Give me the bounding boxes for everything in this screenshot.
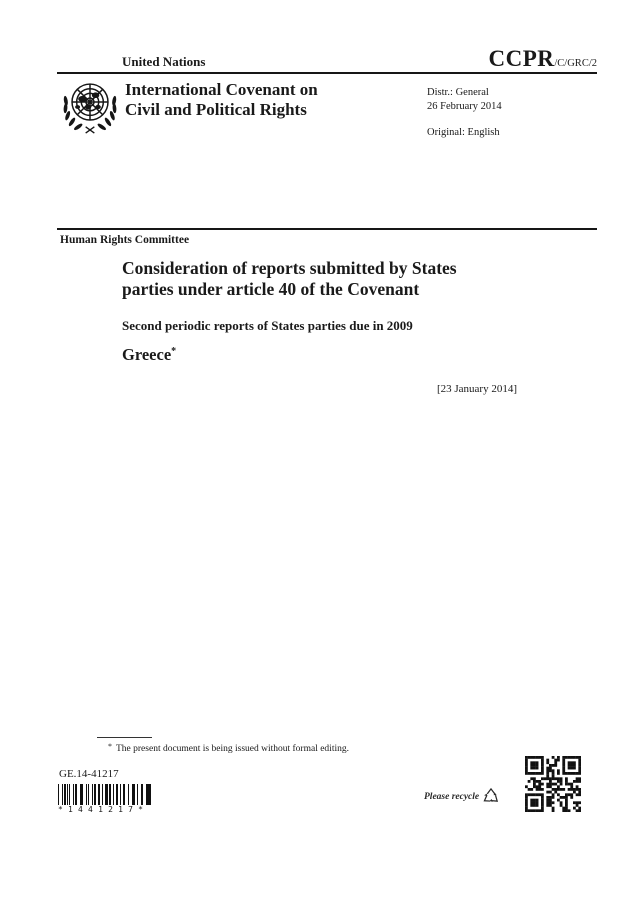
org-name: United Nations: [122, 54, 206, 69]
committee-name: Human Rights Committee: [60, 234, 190, 246]
country-name: Greece: [122, 345, 172, 364]
recycle-label: Please recycle: [424, 792, 480, 802]
document-symbol: [489, 46, 598, 72]
covenant-title-line2: Civil and Political Rights: [125, 100, 307, 119]
received-date: [23 January 2014]: [436, 383, 517, 395]
section-rule: [57, 228, 597, 230]
footnote: [108, 742, 528, 754]
covenant-title: [125, 80, 375, 120]
report-title: [122, 258, 532, 300]
original-language: Original: English: [427, 127, 500, 138]
un-emblem-icon: [59, 76, 121, 138]
recycle-icon: [481, 787, 501, 807]
distr-date: 26 February 2014: [427, 101, 502, 112]
distribution-block: [427, 86, 502, 114]
barcode-digits: *1441217*: [58, 805, 149, 814]
report-subtitle: Second periodic reports of States parties due in 2009: [122, 318, 413, 333]
qr-code: [525, 756, 581, 812]
report-title-line2: parties under article 40 of the Covenant: [122, 279, 420, 299]
distr-type: Distr.: General: [427, 87, 489, 98]
ge-number: GE.14-41217: [59, 768, 119, 780]
barcode-bars-icon: [58, 784, 152, 805]
country-footnote-marker: *: [171, 346, 177, 357]
footnote-text: The present document is being issued without formal editing.: [116, 744, 349, 754]
footnote-rule: [97, 737, 152, 738]
covenant-title-line1: International Covenant on: [125, 80, 318, 99]
header-rule: [57, 72, 597, 74]
barcode: [58, 784, 152, 814]
document-symbol-main: CCPR: [488, 46, 555, 71]
report-title-line1: Consideration of reports submitted by States: [122, 258, 457, 278]
footnote-marker: *: [108, 742, 112, 751]
country-heading: [122, 345, 176, 365]
document-symbol-suffix: /C/GRC/2: [554, 58, 597, 69]
recycle-notice: [424, 787, 501, 807]
